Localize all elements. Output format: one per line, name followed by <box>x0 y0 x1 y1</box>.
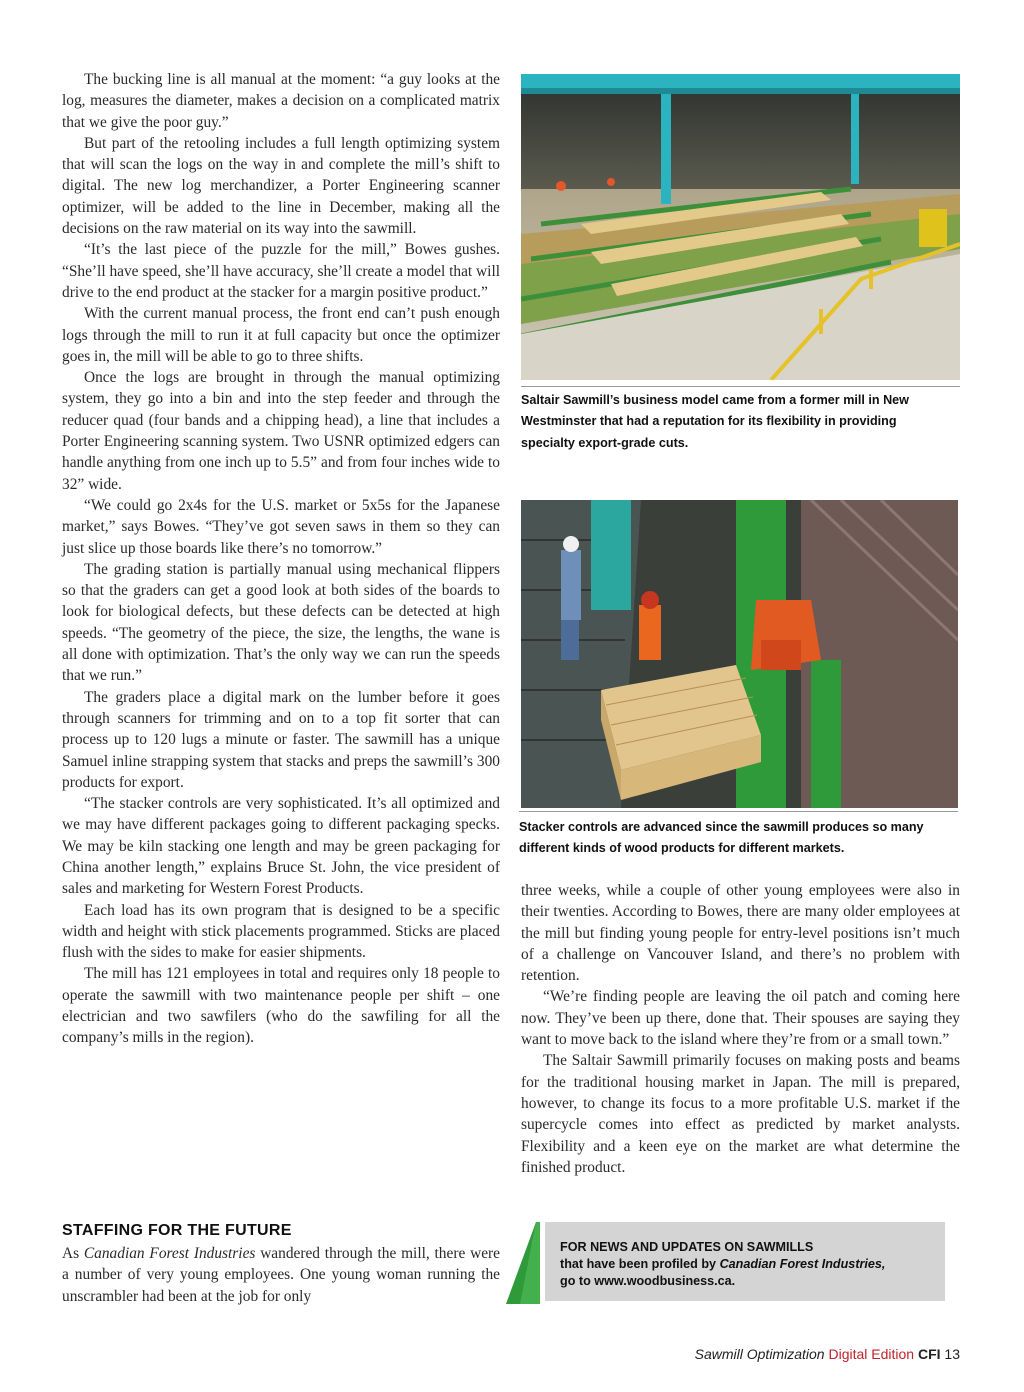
paragraph: The grading station is partially manual using mechanical flippers so that the graders can get a good look at both sides of the boards to look for biological defects, but these defects can be detected at high speeds. “The geometry of the piece, the size, the lengths, the wane is all done with optimization. That’s the only way we can run the speeds that we run.” <box>62 560 500 685</box>
paragraph <box>62 1243 500 1307</box>
footer-brand: CFI <box>917 1346 941 1362</box>
page-number: 13 <box>944 1346 960 1362</box>
stacker-photo <box>521 500 958 808</box>
section-heading: STAFFING FOR THE FUTURE <box>62 1222 292 1239</box>
photo-caption: Stacker controls are advanced since the sawmill produces so many different kinds of wood products for different markets. <box>519 820 924 856</box>
publication-name: Canadian Forest Industries, <box>719 1257 886 1271</box>
paragraph: “It’s the last piece of the puzzle for the mill,” Bowes gushes. “She’ll have speed, she’ll have accuracy, she’ll create a model that will drive to the end product at the stacker for a margin positive product.” <box>62 241 500 301</box>
news-text <box>560 1256 931 1273</box>
paragraph: “The stacker controls are very sophisticated. It’s all optimized and we may have different packages going to different packaging specks. We may be kiln stacking one length and may be green packaging for China another length,” explains Bruce St. John, the vice president of sales and marketing for Western Forest Products. <box>62 795 500 898</box>
footer-edition: Digital Edition <box>828 1346 915 1362</box>
article-right-column <box>521 880 960 1178</box>
staffing-section <box>62 1220 500 1307</box>
text-span: that have been profiled by <box>560 1257 720 1271</box>
caption-rule <box>519 811 958 812</box>
news-promo-box <box>545 1222 945 1301</box>
page-footer <box>695 1346 960 1362</box>
publication-name: Canadian Forest Industries <box>83 1245 256 1262</box>
paragraph: But part of the retooling includes a full length optimizing system that will scan the logs on the way in and complete the mill’s shift to digital. The new log merchandizer, a Porter Engineering scanner optimizer, will be added to the line in December, making all the decisions on the raw material on its way into the sawmill. <box>62 134 500 238</box>
green-chevron-arrow-icon <box>506 1222 540 1304</box>
text-span: wandered through the mill, there were a number of very young employees. One young woman running the unscrambler had been at the job for only <box>62 1245 500 1305</box>
sawmill-floor-photo <box>521 74 960 380</box>
paragraph: With the current manual process, the front end can’t push enough logs through the mill to run it at full capacity but once the optimizer goes in, the mill will be able to go to three shifts. <box>62 305 500 365</box>
news-heading: FOR NEWS AND UPDATES ON SAWMILLS <box>560 1240 814 1254</box>
paragraph: “We’re finding people are leaving the oil patch and coming here now. They’ve been up there, done that. Their spouses are saying they want to move back to the island where they’re from or a small town.” <box>521 988 960 1049</box>
paragraph: “We could go 2x4s for the U.S. market or 5x5s for the Japanese market,” says Bowes. “They’ve got seven saws in them so they can just slice up those boards like there’s no tomorrow.” <box>62 496 500 557</box>
footer-section-title: Sawmill Optimization <box>694 1346 825 1362</box>
paragraph: The mill has 121 employees in total and requires only 18 people to operate the sawmill with two maintenance people per shift – one electrician and two sawfilers (who do the sawfiling for all the company’s mills in the region). <box>62 965 500 1047</box>
text-span: As <box>62 1245 84 1262</box>
paragraph: three weeks, while a couple of other young employees were also in their twenties. According to Bowes, there are many older employees at the mill but finding young people for entry-level positions isn’t much of a challenge on Vancouver Island, and there’s no problem with retention. <box>521 882 960 985</box>
paragraph: The graders place a digital mark on the lumber before it goes through scanners for trimming and on to a top fit sorter that can process up to 120 lugs a minute or faster. The sawmill has a unique Samuel inline strapping system that stacks and preps the sawmill’s 300 products for export. <box>62 688 500 791</box>
photo-caption: Saltair Sawmill’s business model came from a former mill in New Westminster that had a reputation for its flexibility in providing specialty export-grade cuts. <box>521 393 909 450</box>
news-link-text[interactable]: go to www.woodbusiness.ca. <box>560 1274 736 1288</box>
paragraph: Once the logs are brought in through the manual optimizing system, they go into a bin and into the step feeder and through the reducer quad (four bands and a chipping head), a line that includes a Porter Engineering scanning system. Two USNR optimized edgers can handle anything from one inch up to 5.5” and from four inches wide to 32” wide. <box>62 369 500 493</box>
paragraph: Each load has its own program that is designed to be a specific width and height with stick placements programmed. Sticks are placed flush with the sides to make for easier shipments. <box>62 901 500 962</box>
paragraph: The bucking line is all manual at the moment: “a guy looks at the log, measures the diameter, makes a decision on a complicated matrix that we give the poor guy.” <box>62 71 500 131</box>
article-left-column <box>62 69 500 1049</box>
paragraph: The Saltair Sawmill primarily focuses on making posts and beams for the traditional housing market in Japan. The mill is prepared, however, to change its focus to a more profitable U.S. market if the supercycle comes into effect as predicted by market analysts. Flexibility and a keen eye on the market are what determine the finished product. <box>521 1052 960 1176</box>
caption-rule <box>521 386 960 387</box>
